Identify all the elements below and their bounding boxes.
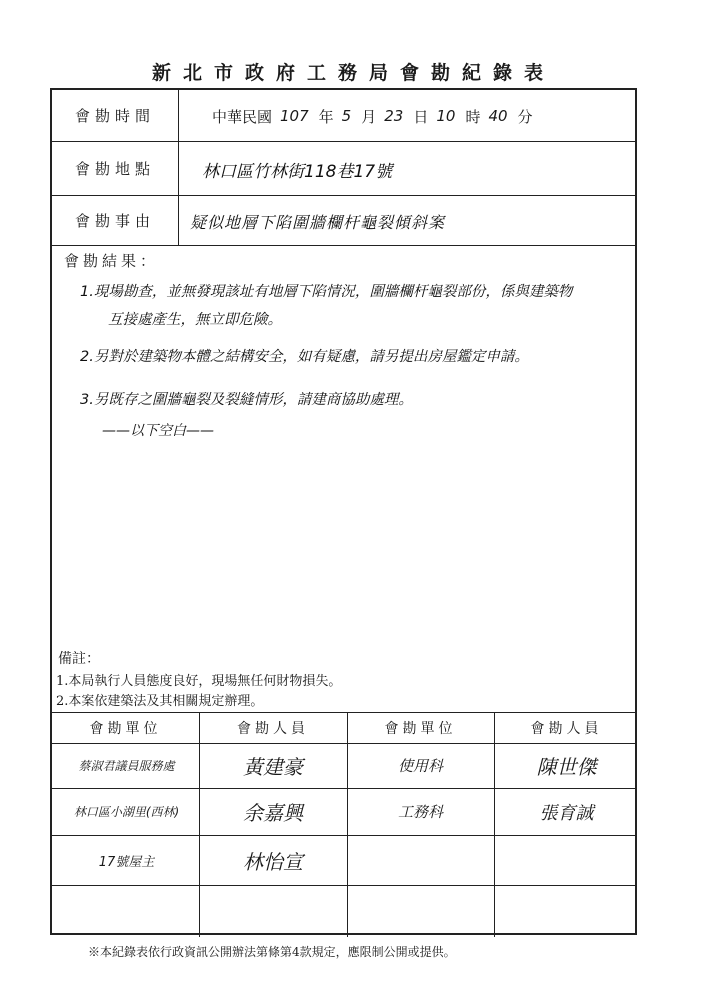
- sig-unit-left-3: 17號屋主: [98, 854, 155, 870]
- sig-header-person-right: 會勘人員: [530, 721, 603, 737]
- inspection-date: [212, 90, 541, 142]
- sig-unit-right-1: 使用科: [397, 757, 443, 775]
- notes-label: 備註：: [58, 651, 100, 667]
- row-inspection-time: [52, 90, 635, 142]
- result-line-1-cont: 互接處產生，無立即危險。: [108, 312, 282, 328]
- date-month: 5: [341, 107, 352, 125]
- sig-row-divider-3: [52, 885, 635, 886]
- result-line-3: 3.另既存之圍牆龜裂及裂縫情形，請建商協助處理。: [80, 392, 413, 408]
- sig-unit-left-2: 林口區小湖里(西林): [73, 805, 180, 819]
- row-inspection-location: [52, 142, 635, 196]
- label-inspection-location: 會勘地點: [52, 142, 179, 195]
- sig-person-right-1: 陳世傑: [536, 755, 597, 779]
- date-day-unit: 日: [413, 107, 429, 126]
- time-minute-unit: 分: [517, 107, 533, 126]
- sig-person-left-3: 林怡宣: [243, 849, 303, 874]
- label-inspection-time: 會勘時間: [52, 90, 179, 141]
- record-form: [50, 88, 637, 935]
- sig-person-right-2: 張育誠: [539, 802, 594, 824]
- sig-header-unit-right: 會勘單位: [384, 721, 457, 737]
- sig-header-person-left: 會勘人員: [237, 721, 309, 737]
- time-hour: 10: [436, 107, 456, 125]
- note-2: 2.本案依建築法及其相關規定辦理。: [56, 694, 264, 709]
- footer-note: ※本紀錄表依行政資訊公開辦法第條第4款規定，應限制公開或提供。: [88, 945, 456, 959]
- results-label: 會勘結果：: [64, 252, 160, 270]
- signature-table: [52, 712, 635, 937]
- time-hour-unit: 時: [465, 107, 481, 126]
- label-inspection-matter: 會勘事由: [52, 196, 179, 245]
- result-line-2: 2.另對於建築物本體之結構安全，如有疑慮，請另提出房屋鑑定申請。: [80, 349, 529, 365]
- sig-person-left-2: 余嘉興: [243, 801, 303, 825]
- inspection-matter-value: 疑似地層下陷圍牆欄杆龜裂傾斜案: [190, 212, 446, 232]
- sig-person-left-1: 黃建豪: [243, 755, 303, 779]
- date-era: 中華民國: [212, 107, 273, 126]
- sig-header-unit-left: 會勘單位: [89, 721, 162, 737]
- sig-unit-left-1: 蔡淑君議員服務處: [78, 759, 175, 773]
- date-year-unit: 年: [318, 107, 334, 126]
- inspection-location-value: 林口區竹林街118巷17號: [202, 161, 393, 182]
- time-minute: 40: [488, 107, 508, 125]
- page-title: 新北市政府工務局會勘紀錄表: [151, 62, 555, 84]
- note-1: 1.本局執行人員態度良好，現場無任何財物損失。: [56, 674, 342, 689]
- date-year: 107: [280, 107, 309, 125]
- sig-unit-right-2: 工務科: [397, 803, 443, 821]
- date-month-unit: 月: [361, 107, 377, 126]
- date-day: 23: [384, 107, 404, 125]
- row-inspection-matter: [52, 196, 635, 246]
- result-line-1: 1.現場勘查，並無發現該址有地層下陷情況，圍牆欄杆龜裂部份，係與建築物: [80, 284, 573, 300]
- blank-below-mark: ——以下空白——: [102, 423, 214, 439]
